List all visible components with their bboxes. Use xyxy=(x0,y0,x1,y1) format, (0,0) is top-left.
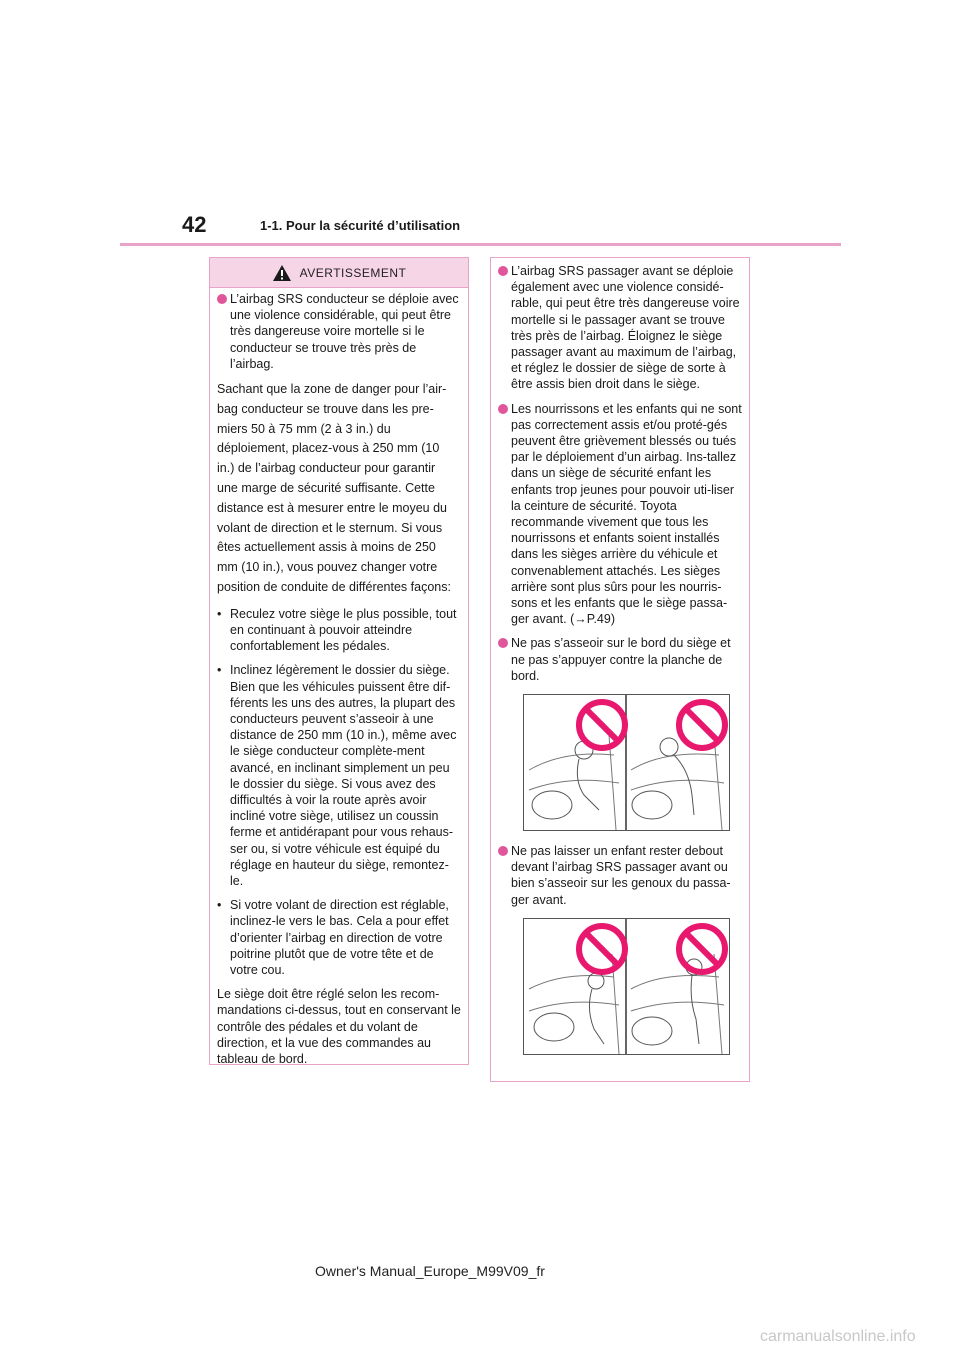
sub-text: Reculez votre siège le plus possible, tout en continuant à pouvoir atteindre confortablement les pédales. xyxy=(230,606,457,654)
prohibition-icon xyxy=(579,926,625,972)
warning-content xyxy=(210,288,468,1067)
closing-paragraph: Le siège doit être réglé selon les recom-mandations ci-dessus, tout en conservant le contrôle des pédales et du volant de direction, et la vue des commandes au tableau de bord. xyxy=(217,987,461,1067)
bullet-text: L’airbag SRS conducteur se déploie avec une violence considérable, qui peut être très dangereuse voire mortelle si le conducteur se trouve très près de l’airbag. xyxy=(230,292,459,371)
paragraph-line: position de conduite de différentes façons: xyxy=(217,579,451,594)
paragraph-line: mm (10 in.), vous pouvez changer votre xyxy=(217,560,438,575)
illustration-seat-edge xyxy=(523,694,730,831)
sub-item xyxy=(217,606,462,655)
bullet-dot-icon xyxy=(217,294,227,304)
warning-triangle-icon xyxy=(272,264,292,282)
warning-title: AVERTISSEMENT xyxy=(299,265,407,280)
bullet-text: Les nourrissons et les enfants qui ne sont pas correctement assis et/ou proté-gés peuvent être grièvement blessés ou tués par le déploiement d’un airbag. Ins-tallez dans un siège de sécurité enfant les enfants trop jeunes pour pouvoir uti-liser la ceinture de sécurité. Toyota recommande vivement que tous les nourrissons et enfants soient installés dans les sièges arrière du véhicule et convenablement attachés. Les sièges arrière sont plus sûrs pour les nourris-sons et les enfants que le siège passa-ger avant. (→P.49) xyxy=(511,401,742,627)
warning-header xyxy=(210,258,468,288)
prohibited-posture-illustration xyxy=(524,695,729,830)
bullet-text: Ne pas s’asseoir sur le bord du siège et ne pas s’appuyer contre la planche de bord. xyxy=(511,636,731,683)
section-title: 1-1. Pour la sécurité d’utilisation xyxy=(260,218,461,233)
sub-marker: • xyxy=(217,663,222,678)
bullet-dot-icon xyxy=(498,404,508,414)
sub-text: Si votre volant de direction est réglable, inclinez-le vers le bas. Cela a pour effet d’orienter l’airbag en direction de votre poitrine plutôt que de votre tête et de votre cou. xyxy=(230,898,449,978)
warning-box xyxy=(209,257,469,1065)
prohibited-child-illustration xyxy=(524,919,729,1054)
warning-box-continued xyxy=(490,257,750,1082)
sub-marker: • xyxy=(217,898,222,913)
sub-item xyxy=(217,662,462,889)
list-item xyxy=(498,843,743,908)
bullet-dot-icon xyxy=(498,266,508,276)
paragraph-line: déploiement, placez-vous à 250 mm (10 xyxy=(217,441,440,456)
paragraph-line: Sachant que la zone de danger pour l’air- xyxy=(217,382,447,397)
bullet-dot-icon xyxy=(498,846,508,856)
sub-text: Inclinez légèrement le dossier du siège. Bien que les véhicules puissent être dif-férents les uns des autres, la plupart des conducteurs peuvent s’asseoir à une distance de 250 mm (10 in.), même avec le siège conducteur complète-ment avancé, en inclinant simplement un peu le dossier du siège. Si vous avez des difficultés à voir la route après avoir incliné votre siège, utilisez un coussin ferme et antidérapant pour vous rehaus-ser ou, si votre véhicule est équipé du réglage en hauteur du siège, remontez-le. xyxy=(230,663,457,889)
watermark: carmanualsonline.info xyxy=(760,1328,916,1345)
manual-id: Owner's Manual_Europe_M99V09_fr xyxy=(315,1263,545,1279)
bullet-dot-icon xyxy=(498,638,508,648)
paragraph-line: bag conducteur se trouve dans les pre- xyxy=(217,401,434,416)
sub-marker: • xyxy=(217,606,222,621)
list-item xyxy=(217,291,462,372)
paragraph-line: miers 50 à 75 mm (2 à 3 in.) du xyxy=(217,421,391,436)
page-number: 42 xyxy=(182,212,207,237)
paragraph-line: une marge de sécurité suffisante. Cette xyxy=(217,481,435,495)
sub-item xyxy=(217,897,462,978)
paragraph-line: volant de direction et le sternum. Si vous xyxy=(217,520,443,535)
list-item xyxy=(498,401,743,628)
distance-paragraph xyxy=(217,380,462,598)
prohibition-icon xyxy=(679,702,725,748)
bullet-text: Ne pas laisser un enfant rester debout devant l’airbag SRS passager avant ou bien s’asseoir sur les genoux du passa-ger avant. xyxy=(511,844,731,907)
prohibition-icon xyxy=(579,702,625,748)
paragraph-line: distance est à mesurer entre le moyeu du xyxy=(217,500,447,515)
paragraph-line: êtes actuellement assis à moins de 250 xyxy=(217,540,436,555)
header-divider xyxy=(120,243,841,246)
illustration-child-standing xyxy=(523,918,730,1055)
list-item xyxy=(498,263,743,393)
warning-content xyxy=(491,258,749,1055)
list-item xyxy=(498,635,743,684)
paragraph-line: in.) de l’airbag conducteur pour garantir xyxy=(217,461,436,476)
bullet-text: L’airbag SRS passager avant se déploie également avec une violence considé-rable, qui peut être très dangereuse voire mortelle si le passager avant se trouve très près de l’airbag. Éloignez le siège passager avant au maximum de l’airbag, et réglez le dossier de siège de sorte à être assis bien droit dans le siège. xyxy=(511,264,740,392)
